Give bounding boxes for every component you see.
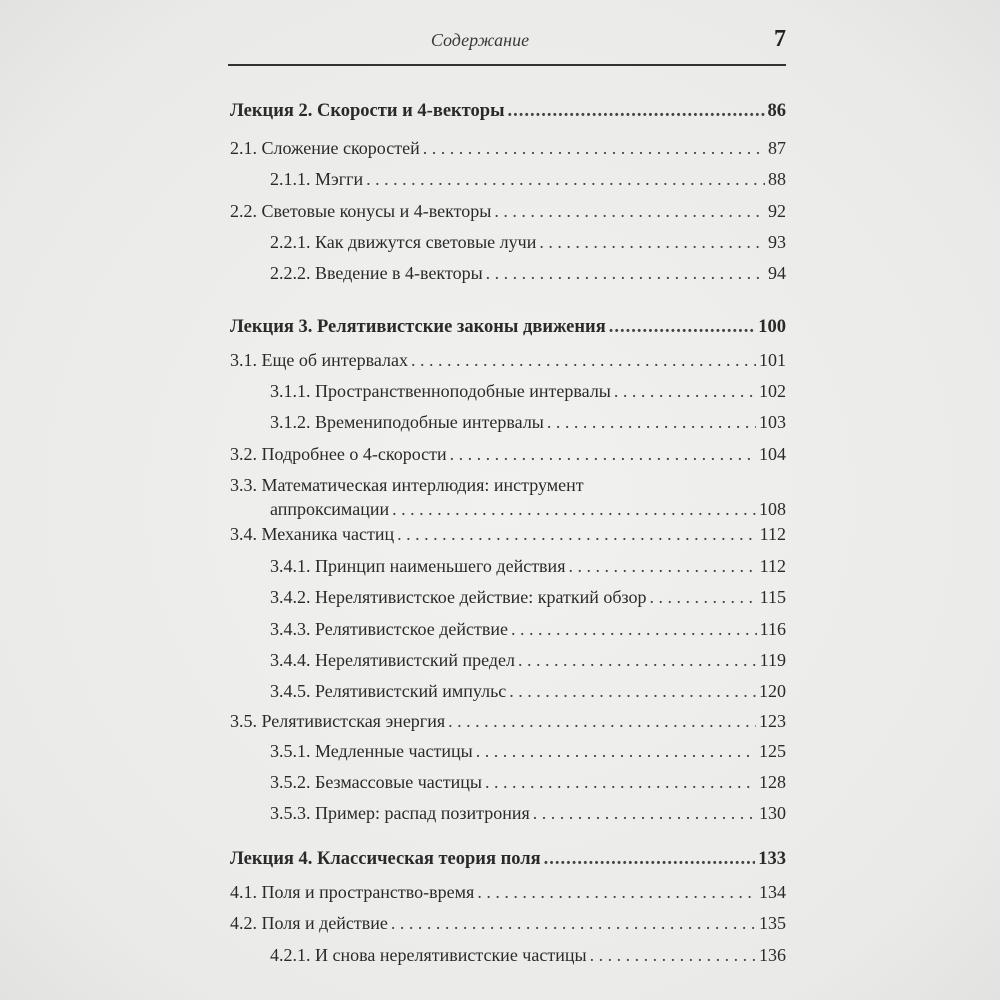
toc-entry-page: 136 bbox=[759, 945, 786, 965]
toc-entry-label: 3.5.1. Медленные частицы bbox=[270, 741, 473, 761]
leader-dots bbox=[485, 771, 756, 793]
toc-entry bbox=[230, 443, 786, 465]
toc-entry-page: 94 bbox=[768, 263, 786, 283]
toc-entry-page: 120 bbox=[759, 681, 786, 701]
page-number: 7 bbox=[774, 26, 786, 52]
toc-entry-page: 130 bbox=[759, 803, 786, 823]
toc-entry-label: 3.4.5. Релятивистский импульс bbox=[270, 681, 507, 701]
leader-dots bbox=[509, 680, 756, 702]
toc-entry bbox=[230, 474, 786, 496]
toc-entry bbox=[230, 586, 786, 608]
toc-entry bbox=[230, 231, 786, 253]
toc-entry bbox=[230, 740, 786, 762]
leader-dots bbox=[614, 380, 756, 402]
toc-entry bbox=[230, 802, 786, 824]
leader-dots bbox=[650, 586, 757, 608]
toc-entry bbox=[230, 680, 786, 702]
leader-dots bbox=[448, 710, 756, 732]
toc-entry bbox=[230, 912, 786, 934]
toc-entry-page: 103 bbox=[759, 412, 786, 432]
toc-entry bbox=[230, 411, 786, 433]
toc-entry-label: 3.1.2. Времениподобные интервалы bbox=[270, 412, 544, 432]
toc-entry-label: 2.1.1. Мэгги bbox=[270, 169, 364, 189]
toc-entry bbox=[230, 137, 786, 159]
leader-dots bbox=[568, 555, 756, 577]
toc-entry-label: 3.4.3. Релятивистское действие bbox=[270, 619, 509, 639]
toc-entry bbox=[230, 316, 786, 338]
toc-entry-page: 123 bbox=[759, 711, 786, 731]
leader-dots bbox=[533, 802, 756, 824]
leader-dots bbox=[508, 100, 765, 122]
leader-dots bbox=[544, 848, 756, 870]
leader-dots bbox=[391, 912, 756, 934]
leader-dots bbox=[494, 200, 765, 222]
toc-entry bbox=[230, 498, 786, 520]
leader-dots bbox=[511, 618, 757, 640]
toc-entry-label: 2.2.1. Как движутся световые лучи bbox=[270, 232, 537, 252]
leader-dots bbox=[547, 411, 756, 433]
toc-entry-label: 2.1. Сложение скоростей bbox=[230, 138, 420, 158]
toc-entry-label: 3.5. Релятивистская энергия bbox=[230, 711, 446, 731]
toc-entry bbox=[230, 618, 786, 640]
leader-dots bbox=[366, 168, 765, 190]
toc-entry-page: 119 bbox=[759, 650, 786, 670]
toc-entry-label: 4.2.1. И снова нерелятивистские частицы bbox=[270, 945, 587, 965]
toc-entry bbox=[230, 200, 786, 222]
toc-entry bbox=[230, 710, 786, 732]
toc-entry bbox=[230, 649, 786, 671]
leader-dots bbox=[423, 137, 765, 159]
leader-dots bbox=[397, 523, 756, 545]
toc-entry-label: 3.2. Подробнее о 4-скорости bbox=[230, 444, 447, 464]
toc-entry-label: Лекция 2. Скорости и 4-векторы bbox=[230, 101, 505, 121]
toc-entry bbox=[230, 168, 786, 190]
toc-entry bbox=[230, 262, 786, 284]
toc-entry-label: 3.4.1. Принцип наименьшего действия bbox=[270, 556, 566, 576]
leader-dots bbox=[477, 881, 756, 903]
leader-dots bbox=[411, 349, 756, 371]
toc-entry-page: 112 bbox=[759, 556, 786, 576]
toc-entry-page: 125 bbox=[759, 741, 786, 761]
toc-entry bbox=[230, 100, 786, 122]
toc-entry-page: 101 bbox=[759, 350, 786, 370]
toc-entry bbox=[230, 380, 786, 402]
toc-entry-label: 4.1. Поля и пространство-время bbox=[230, 882, 475, 902]
header-rule bbox=[228, 64, 786, 66]
running-header-title: Содержание bbox=[430, 30, 530, 50]
toc-entry bbox=[230, 523, 786, 545]
toc-entry-page: 100 bbox=[758, 317, 786, 337]
toc-entry-page: 134 bbox=[759, 882, 786, 902]
toc-entry-page: 116 bbox=[759, 619, 786, 639]
toc-entry-label: 3.4.4. Нерелятивистский предел bbox=[270, 650, 515, 670]
leader-dots bbox=[476, 740, 756, 762]
toc-entry-label: 3.3. Математическая интерлюдия: инструмент bbox=[230, 475, 584, 495]
toc-entry-label: 3.5.3. Пример: распад позитрония bbox=[270, 803, 530, 823]
toc-entry-label: 4.2. Поля и действие bbox=[230, 913, 388, 933]
leader-dots bbox=[392, 498, 756, 520]
toc-entry bbox=[230, 881, 786, 903]
leader-dots bbox=[539, 231, 765, 253]
toc-entry-label: 3.1. Еще об интервалах bbox=[230, 350, 409, 370]
toc-entry-page: 112 bbox=[759, 524, 786, 544]
toc-entry-label: 3.4.2. Нерелятивистское действие: краткий обзор bbox=[270, 587, 647, 607]
leader-dots bbox=[486, 262, 765, 284]
toc-entry-label: 3.1.1. Пространственноподобные интервалы bbox=[270, 381, 611, 401]
toc-entry-page: 108 bbox=[759, 499, 786, 519]
toc-entry-page: 92 bbox=[768, 201, 786, 221]
toc-entry-label: 2.2.2. Введение в 4-векторы bbox=[270, 263, 483, 283]
toc-entry bbox=[230, 555, 786, 577]
toc-entry bbox=[230, 771, 786, 793]
leader-dots bbox=[450, 443, 756, 465]
toc-entry-page: 88 bbox=[768, 169, 786, 189]
toc-entry-page: 133 bbox=[758, 849, 786, 869]
toc-entry-page: 135 bbox=[759, 913, 786, 933]
toc-entry-page: 115 bbox=[759, 587, 786, 607]
toc-entry-page: 93 bbox=[768, 232, 786, 252]
toc-entry-label: Лекция 4. Классическая теория поля bbox=[230, 849, 541, 869]
toc-entry-label: 2.2. Световые конусы и 4-векторы bbox=[230, 201, 492, 221]
leader-dots bbox=[609, 316, 756, 338]
toc-entry-label: 3.5.2. Безмассовые частицы bbox=[270, 772, 482, 792]
toc-entry-page: 102 bbox=[759, 381, 786, 401]
toc-entry-label: Лекция 3. Релятивистские законы движения bbox=[230, 317, 606, 337]
toc-entry-label: аппроксимации bbox=[270, 499, 390, 519]
toc-entry bbox=[230, 349, 786, 371]
toc-entry-page: 128 bbox=[759, 772, 786, 792]
toc-entry bbox=[230, 848, 786, 870]
leader-dots bbox=[590, 944, 756, 966]
toc-entry-page: 104 bbox=[759, 444, 786, 464]
toc-entry-page: 86 bbox=[767, 101, 786, 121]
toc-entry-page: 87 bbox=[768, 138, 786, 158]
toc-entry bbox=[230, 944, 786, 966]
leader-dots bbox=[518, 649, 757, 671]
toc-entry-label: 3.4. Механика частиц bbox=[230, 524, 395, 544]
